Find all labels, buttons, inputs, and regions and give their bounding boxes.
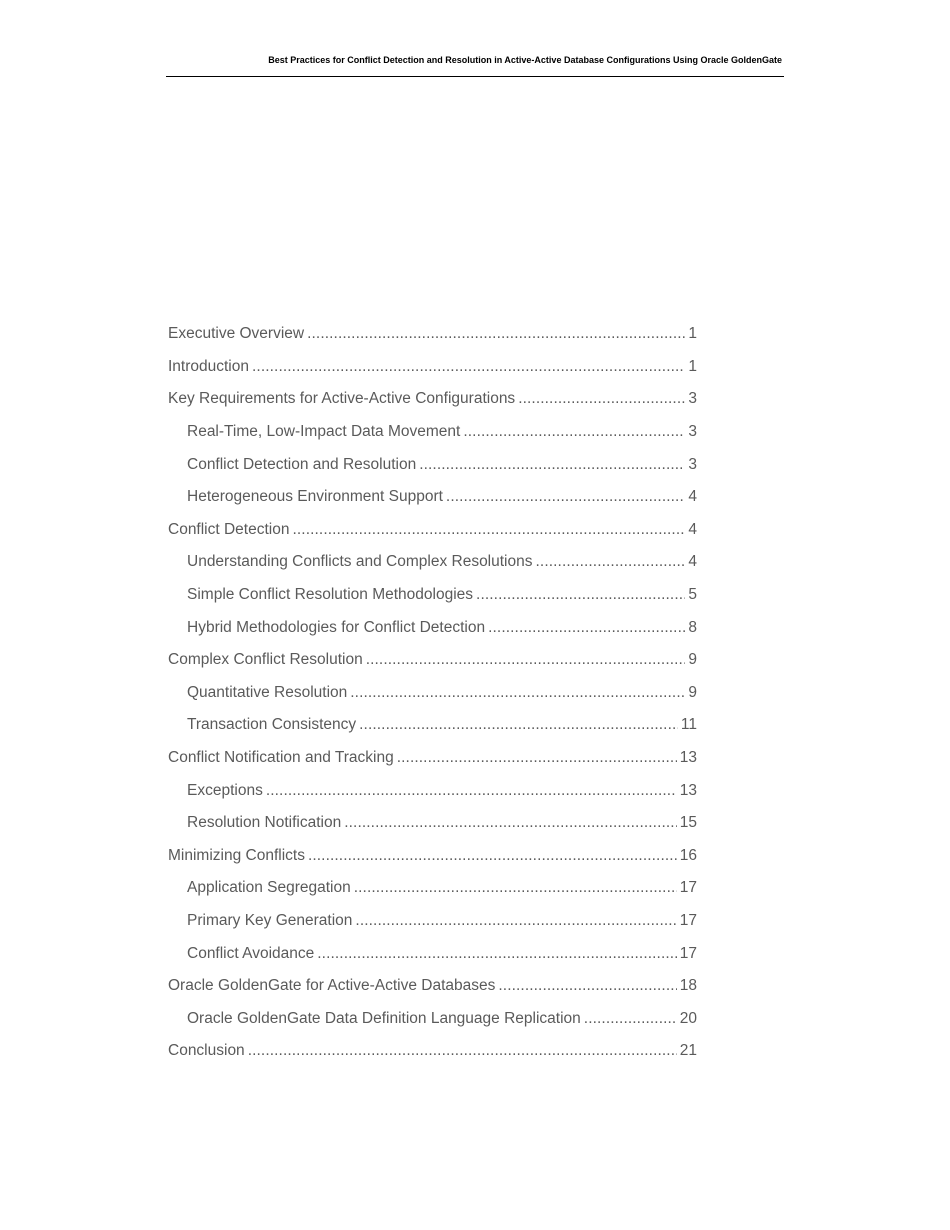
toc-entry[interactable] — [168, 611, 697, 644]
toc-entry[interactable] — [168, 481, 697, 514]
toc-entry[interactable] — [168, 383, 697, 416]
toc-entry-title: Heterogeneous Environment Support — [187, 488, 443, 506]
toc-entry-page-number: 17 — [679, 911, 697, 929]
toc-dot-leader — [248, 1041, 677, 1061]
toc-entry-page-number: 13 — [679, 749, 697, 767]
toc-dot-leader — [307, 324, 685, 344]
toc-entry[interactable] — [168, 970, 697, 1003]
toc-entry-title: Quantitative Resolution — [187, 683, 348, 701]
toc-entry-title: Primary Key Generation — [187, 911, 353, 929]
toc-entry-page-number: 16 — [679, 846, 697, 864]
toc-dot-leader — [476, 585, 685, 605]
toc-entry-page-number: 5 — [688, 586, 697, 604]
toc-entry[interactable] — [168, 514, 697, 547]
toc-dot-leader — [463, 422, 685, 442]
toc-entry[interactable] — [168, 416, 697, 449]
toc-dot-leader — [536, 552, 686, 572]
document-title: Best Practices for Conflict Detection and Resolution in Active-Active Database Configurations Using Oracle GoldenGate — [268, 55, 782, 65]
toc-entry-page-number: 3 — [688, 390, 697, 408]
toc-entry[interactable] — [168, 351, 697, 384]
toc-entry-page-number: 21 — [679, 1042, 697, 1060]
toc-entry-page-number: 3 — [688, 423, 697, 441]
toc-entry-title: Oracle GoldenGate Data Definition Language Replication — [187, 1009, 581, 1027]
toc-entry-page-number: 9 — [688, 651, 697, 669]
toc-dot-leader — [419, 455, 685, 475]
toc-entry-title: Complex Conflict Resolution — [168, 651, 363, 669]
toc-dot-leader — [446, 487, 685, 507]
toc-entry[interactable] — [168, 318, 697, 351]
toc-entry-page-number: 4 — [688, 553, 697, 571]
toc-entry-title: Oracle GoldenGate for Active-Active Databases — [168, 977, 496, 995]
toc-dot-leader — [354, 878, 677, 898]
toc-entry-title: Conflict Notification and Tracking — [168, 749, 394, 767]
toc-entry-title: Conflict Detection and Resolution — [187, 455, 417, 473]
toc-entry-title: Application Segregation — [187, 879, 351, 897]
toc-entry-page-number: 1 — [688, 325, 697, 343]
toc-entry-page-number: 17 — [679, 944, 697, 962]
toc-entry-page-number: 17 — [679, 879, 697, 897]
toc-dot-leader — [366, 650, 686, 670]
toc-dot-leader — [518, 389, 685, 409]
toc-entry[interactable] — [168, 709, 697, 742]
toc-dot-leader — [344, 813, 677, 833]
toc-entry-title: Key Requirements for Active-Active Configurations — [168, 390, 516, 408]
toc-entry-page-number: 8 — [688, 618, 697, 636]
toc-entry[interactable] — [168, 677, 697, 710]
toc-dot-leader — [266, 781, 677, 801]
toc-entry-title: Conflict Avoidance — [187, 944, 315, 962]
table-of-contents — [168, 318, 697, 1068]
toc-entry[interactable] — [168, 742, 697, 775]
toc-entry-title: Simple Conflict Resolution Methodologies — [187, 586, 474, 604]
toc-dot-leader — [355, 911, 676, 931]
toc-entry-page-number: 20 — [679, 1009, 697, 1027]
toc-entry-page-number: 3 — [688, 455, 697, 473]
toc-entry[interactable] — [168, 872, 697, 905]
toc-entry-page-number: 15 — [679, 814, 697, 832]
toc-entry-title: Minimizing Conflicts — [168, 846, 305, 864]
toc-dot-leader — [584, 1009, 677, 1029]
toc-entry[interactable] — [168, 807, 697, 840]
toc-entry[interactable] — [168, 546, 697, 579]
toc-entry-title: Conflict Detection — [168, 520, 290, 538]
toc-entry-page-number: 9 — [688, 683, 697, 701]
toc-entry-page-number: 11 — [680, 716, 697, 734]
toc-entry[interactable] — [168, 905, 697, 938]
toc-entry-page-number: 13 — [679, 781, 697, 799]
toc-entry-title: Hybrid Methodologies for Conflict Detection — [187, 618, 486, 636]
toc-entry-title: Understanding Conflicts and Complex Resolutions — [187, 553, 533, 571]
toc-entry-page-number: 4 — [688, 488, 697, 506]
toc-entry-title: Introduction — [168, 357, 249, 375]
toc-entry-title: Executive Overview — [168, 325, 305, 343]
toc-entry[interactable] — [168, 840, 697, 873]
toc-entry[interactable] — [168, 937, 697, 970]
toc-entry-title: Resolution Notification — [187, 814, 342, 832]
toc-entry-title: Transaction Consistency — [187, 716, 357, 734]
toc-entry-title: Conclusion — [168, 1042, 245, 1060]
toc-entry-page-number: 18 — [679, 977, 697, 995]
toc-entry[interactable] — [168, 579, 697, 612]
toc-entry[interactable] — [168, 1035, 697, 1068]
toc-dot-leader — [252, 357, 685, 377]
toc-dot-leader — [292, 520, 685, 540]
toc-entry-page-number: 4 — [688, 520, 697, 538]
toc-dot-leader — [397, 748, 677, 768]
toc-entry-title: Real-Time, Low-Impact Data Movement — [187, 423, 461, 441]
toc-dot-leader — [488, 618, 685, 638]
toc-entry[interactable] — [168, 774, 697, 807]
toc-dot-leader — [498, 976, 676, 996]
toc-dot-leader — [308, 846, 677, 866]
toc-entry[interactable] — [168, 1002, 697, 1035]
toc-dot-leader — [317, 944, 677, 964]
toc-entry-page-number: 1 — [688, 357, 697, 375]
page-header — [166, 54, 784, 77]
toc-entry-title: Exceptions — [187, 781, 263, 799]
toc-entry[interactable] — [168, 448, 697, 481]
toc-dot-leader — [359, 715, 678, 735]
toc-entry[interactable] — [168, 644, 697, 677]
toc-dot-leader — [350, 683, 685, 703]
